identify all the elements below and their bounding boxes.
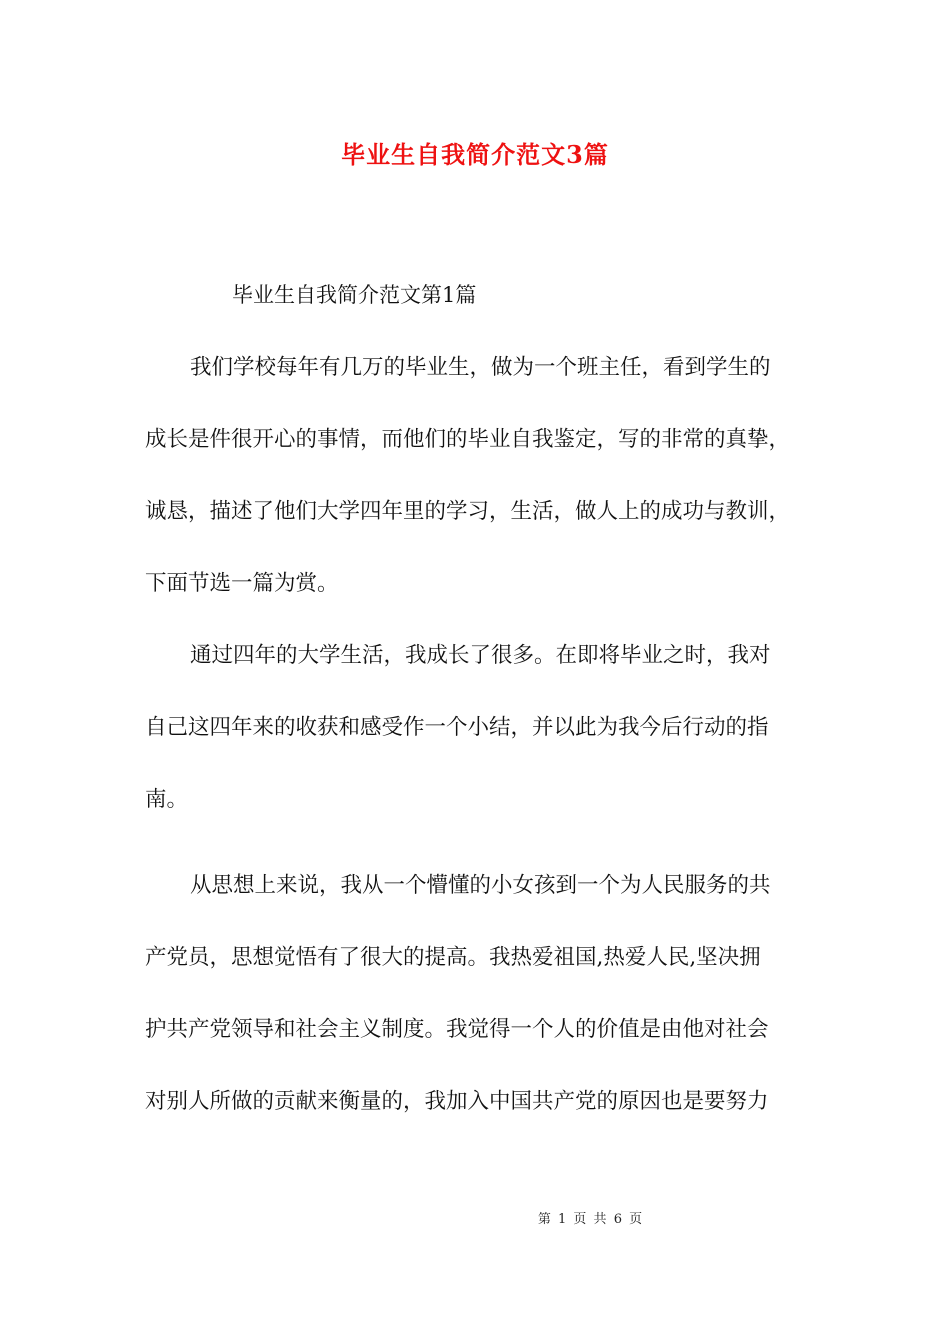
- paragraph-line: 护共产党领导和社会主义制度。我觉得一个人的价值是由他对社会: [145, 1017, 769, 1042]
- paragraph-line: 从思想上来说，我从一个懵懂的小女孩到一个为人民服务的共: [190, 873, 771, 898]
- document-title: 毕业生自我简介范文3篇: [341, 140, 609, 169]
- paragraph-3: [145, 850, 810, 1138]
- paragraph-2: [145, 620, 810, 836]
- paragraph-line: 自己这四年来的收获和感受作一个小结，并以此为我今后行动的指: [145, 715, 769, 740]
- paragraph-line: 产党员，思想觉悟有了很大的提高。我热爱祖国,热爱人民,坚决拥: [145, 945, 761, 970]
- paragraph-line: 通过四年的大学生活，我成长了很多。在即将毕业之时，我对: [190, 643, 771, 668]
- paragraph-line: 诚恳，描述了他们大学四年里的学习，生活，做人上的成功与教训，: [145, 499, 791, 524]
- paragraph-line: 成长是件很开心的事情，而他们的毕业自我鉴定，写的非常的真挚，: [145, 427, 791, 452]
- section-heading: 毕业生自我简介范文第1篇: [232, 283, 477, 307]
- paragraph-line: 我们学校每年有几万的毕业生，做为一个班主任，看到学生的: [190, 355, 771, 380]
- paragraph-line: 下面节选一篇为赏。: [145, 571, 339, 596]
- paragraph-line: 对别人所做的贡献来衡量的，我加入中国共产党的原因也是要努力: [145, 1089, 769, 1114]
- paragraph-1: [145, 332, 810, 620]
- page-number-footer: 第 1 页 共 6 页: [537, 1212, 643, 1227]
- paragraph-line: 南。: [145, 787, 189, 812]
